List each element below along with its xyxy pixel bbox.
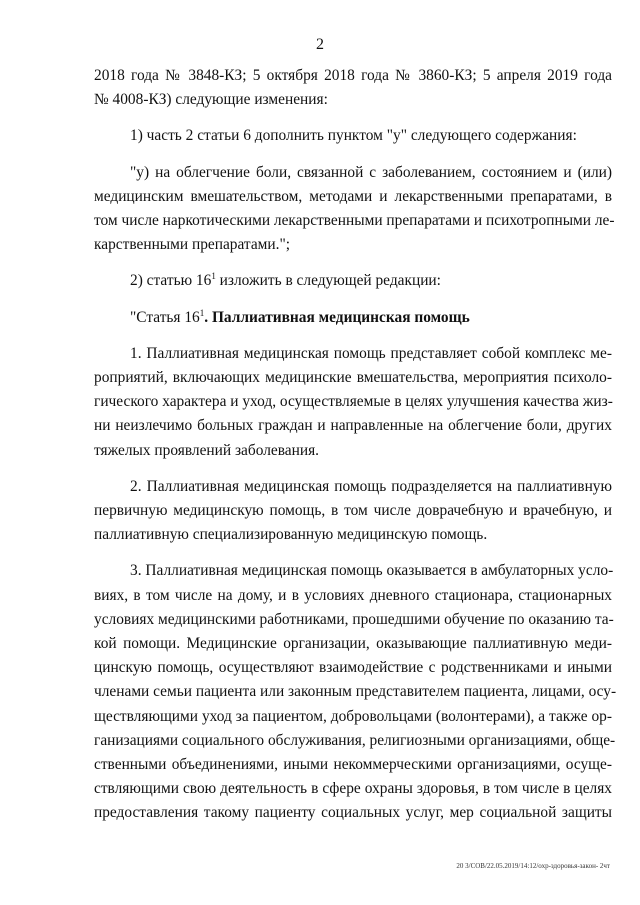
text-line: том числе наркотическими лекарственными препаратами и психотропными ле- [94, 212, 615, 230]
text-line: ствляющими свою деятельность в сфере охраны здоровья, в том числе в целях [94, 780, 612, 798]
text-line: карственными препаратами."; [94, 236, 291, 254]
article-heading [94, 306, 612, 330]
page-number: 2 [316, 36, 324, 53]
text-line: 2018 года № 3848-КЗ; 5 октября 2018 года № 3860-КЗ; 5 апреля 2019 года [94, 67, 612, 84]
superscript: 1 [211, 271, 216, 282]
text-line: "у) на облегчение боли, связанной с заболеванием, состоянием и (или) [130, 163, 612, 181]
text-line: виях, в том числе на дому, и в условиях дневного стационара, стационарных [94, 586, 612, 604]
text-line: медицинским вмешательством, методами и лекарственными препаратами, в [94, 187, 612, 205]
text-line: 3. Паллиативная медицинская помощь оказывается в амбулаторных усло- [130, 562, 614, 580]
text-line: тяжелых проявлений заболевания. [94, 441, 320, 459]
text-line: гического характера и уход, осуществляемые в целях улучшения качества жиз- [94, 393, 613, 411]
text-line: 1) часть 2 статьи 6 дополнить пунктом "у" следующего содержания: [130, 127, 577, 145]
text-line: ганизациями социального обслуживания, религиозными организациями, обще- [94, 731, 616, 749]
text-line: 1. Паллиативная медицинская помощь представляет собой комплекс ме- [130, 344, 612, 362]
text-line: ни неизлечимо больных граждан и направленные на облегчение боли, других [94, 417, 612, 435]
document-footer-code: 20 3/СОВ/22.05.2019/14:12/охр-здоровья-закон- 2чт [456, 862, 610, 870]
superscript: 1 [199, 307, 205, 318]
text-line: членами семьи пациента или законным представителем пациента, лицами, осу- [94, 683, 617, 701]
text-line: роприятий, включающих медицинские вмешательства, мероприятия психоло- [94, 369, 612, 387]
document-body [94, 64, 617, 826]
text-line: 2. Паллиативная медицинская помощь подразделяется на паллиативную [130, 477, 612, 495]
text-line: кой помощи. Медицинские организации, оказывающие паллиативную меди- [94, 635, 612, 653]
text-line: первичную медицинскую помощь, в том числе доврачебную и врачебную, и [94, 502, 612, 520]
text-line: паллиативную специализированную медицинскую помощь. [94, 526, 488, 544]
text-fragment: изложить в следующей редакции: [215, 272, 441, 290]
text-line: предоставления такому пациенту социальных услуг, мер социальной защиты [94, 804, 612, 822]
text-fragment: "Статья 16 [130, 308, 200, 326]
text-line [94, 269, 612, 293]
text-line: цинскую помощь, осуществляют взаимодействие с родственниками и иными [94, 659, 612, 677]
text-line: условиях медицинскими работниками, прошедшими обучение по оказанию та- [94, 610, 614, 628]
article-title: . Паллиативная медицинская помощь [204, 308, 470, 326]
text-line: ществляющими уход за пациентом, добровольцами (волонтерами), а также ор- [94, 707, 612, 725]
text-line: № 4008-КЗ) следующие изменения: [94, 91, 328, 109]
text-line: ственными объединениями, иными некоммерческими организациями, осуще- [94, 756, 612, 774]
text-fragment: 2) статью 16 [130, 272, 212, 290]
